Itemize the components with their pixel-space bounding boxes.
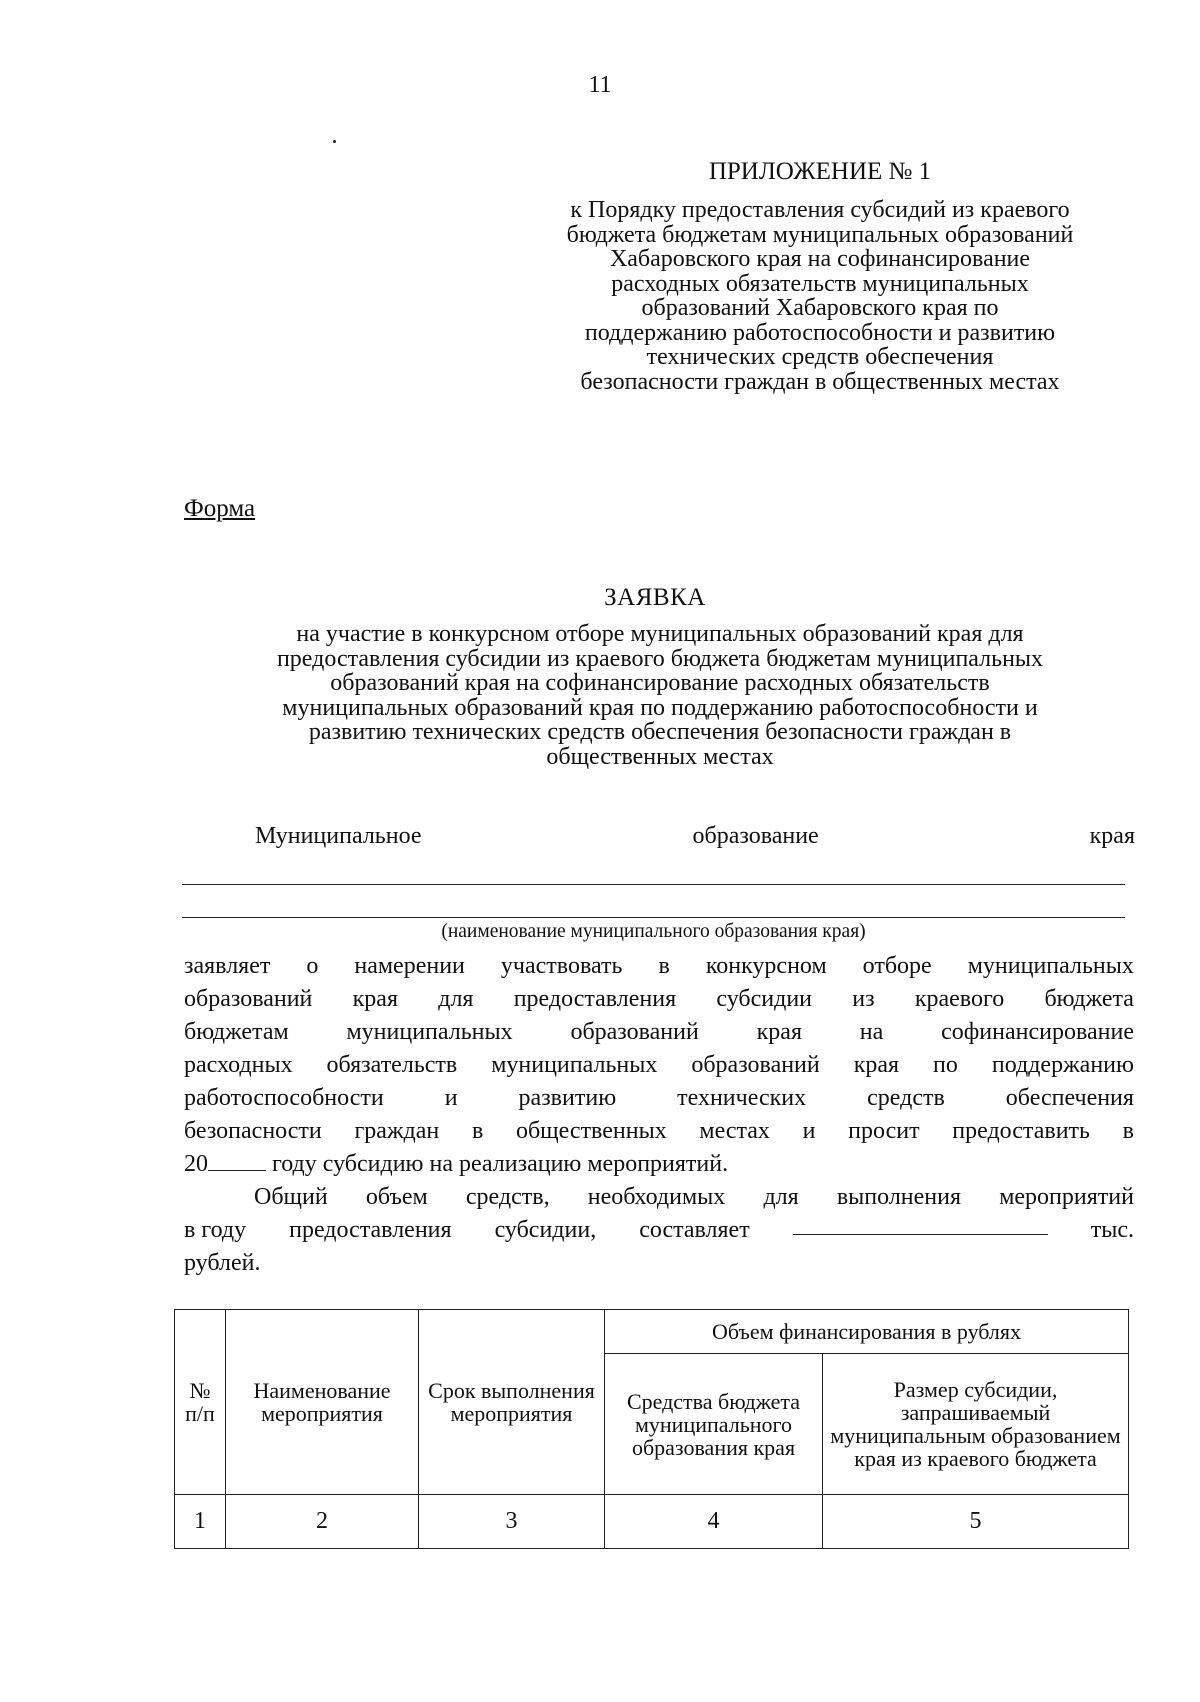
muni-word: края bbox=[1089, 823, 1135, 849]
paragraph-word: граждан bbox=[354, 1118, 440, 1144]
appendix-line: Хабаровского края на софинансирование bbox=[609, 246, 1031, 272]
paragraph-word: обязательств bbox=[326, 1052, 458, 1078]
paragraph-word: для bbox=[438, 986, 474, 1012]
appendix-title: ПРИЛОЖЕНИЕ № 1 bbox=[708, 158, 932, 185]
table-row bbox=[175, 1495, 1129, 1549]
paragraph-word: просит bbox=[848, 1118, 920, 1144]
forma-label: Форма bbox=[184, 495, 256, 522]
table-cell: 1 bbox=[175, 1495, 226, 1549]
appendix-line: технических средств обеспечения bbox=[646, 344, 994, 370]
municipality-label-row bbox=[255, 823, 1135, 850]
table-cell: 4 bbox=[605, 1495, 823, 1549]
paragraph-word: и bbox=[802, 1118, 816, 1144]
zayavka-subtitle bbox=[180, 622, 1140, 769]
paragraph-line bbox=[184, 1049, 1134, 1082]
paragraph-word: безопасности bbox=[184, 1118, 322, 1144]
zayavka-line: на участие в конкурсном отборе муниципальных образований края для bbox=[296, 621, 1024, 647]
col-header-name: Наименование мероприятия bbox=[226, 1310, 419, 1495]
request-paragraph bbox=[184, 950, 1134, 1181]
appendix-line: поддержанию работоспособности и развитию bbox=[584, 319, 1056, 346]
year-blank-field[interactable] bbox=[208, 1150, 266, 1171]
appendix-line: образований Хабаровского края по bbox=[641, 295, 999, 321]
paragraph-line bbox=[184, 1115, 1134, 1148]
p2-word: субсидии, bbox=[494, 1217, 597, 1243]
paragraph-word: образований bbox=[570, 1019, 699, 1045]
zayavka-line: образований края на софинансирование расходных обязательств bbox=[330, 670, 990, 696]
paragraph-word: предоставить bbox=[952, 1118, 1090, 1144]
paragraph-word: объем bbox=[365, 1184, 428, 1210]
paragraph-line bbox=[184, 1148, 1134, 1181]
paragraph-word: бюджетам bbox=[184, 1019, 289, 1045]
total-amount-field[interactable] bbox=[793, 1214, 1048, 1235]
paragraph-word: заявляет bbox=[184, 953, 271, 979]
appendix-line: расходных обязательств муниципальных bbox=[611, 270, 1029, 297]
paragraph-line bbox=[184, 1082, 1134, 1115]
paragraph-word: на bbox=[859, 1019, 884, 1045]
col-header-term: Срок выполнения мероприятия bbox=[419, 1310, 605, 1495]
muni-word: Муниципальное bbox=[255, 823, 422, 849]
appendix-body bbox=[500, 198, 1140, 394]
zayavka-line: муниципальных образований края по поддержанию работоспособности и bbox=[282, 694, 1038, 721]
paragraph-line bbox=[184, 1181, 1134, 1214]
paragraph-word: предоставления bbox=[513, 986, 677, 1012]
paragraph-word: о bbox=[306, 953, 319, 979]
paragraph-word: развитию bbox=[518, 1085, 617, 1111]
col-header-municipal-funds: Средства бюджета муниципального образования края bbox=[605, 1354, 823, 1495]
paragraph-word: расходных bbox=[184, 1052, 293, 1078]
table-cell: 2 bbox=[226, 1495, 419, 1549]
paragraph-word: в bbox=[471, 1118, 484, 1144]
paragraph-word: поддержанию bbox=[991, 1052, 1134, 1078]
paragraph-word: технических bbox=[677, 1085, 807, 1111]
p2-word: предоставления bbox=[289, 1217, 452, 1243]
paragraph-word: образований bbox=[184, 986, 313, 1012]
paragraph-line: рублей. bbox=[184, 1250, 261, 1276]
financing-table bbox=[174, 1309, 1129, 1549]
paragraph-word: участвовать bbox=[500, 953, 623, 979]
paragraph-word: субсидии bbox=[716, 986, 813, 1012]
paragraph-word: края bbox=[853, 1052, 900, 1078]
zayavka-line: развитию технических средств обеспечения безопасности граждан в bbox=[308, 719, 1012, 745]
paragraph-word: Общий bbox=[254, 1184, 328, 1210]
col-header-subsidy-size: Размер субсидии, запрашиваемый муниципальным образованием края из краевого бюджета bbox=[823, 1354, 1129, 1495]
zayavka-line: предоставления субсидии из краевого бюджета бюджетам муниципальных bbox=[276, 645, 1044, 672]
paragraph-word: отборе bbox=[862, 953, 932, 979]
municipality-caption: (наименование муниципального образования края) bbox=[441, 921, 866, 942]
p2-word: тыс. bbox=[1090, 1217, 1134, 1243]
paragraph-word: для bbox=[763, 1184, 799, 1210]
page-number: 11 bbox=[588, 72, 612, 98]
paragraph-word: выполнения bbox=[836, 1184, 962, 1210]
appendix-line: бюджета бюджетам муниципальных образований bbox=[566, 221, 1074, 248]
paragraph-word: работоспособности bbox=[184, 1085, 384, 1111]
appendix-line: к Порядку предоставления субсидий из краевого bbox=[570, 197, 1070, 223]
paragraph-line bbox=[184, 950, 1134, 983]
paragraph-word: софинансирование bbox=[941, 1019, 1134, 1045]
paragraph-word: местах bbox=[699, 1118, 770, 1144]
paragraph-word: средств bbox=[867, 1085, 945, 1111]
table-cell: 5 bbox=[823, 1495, 1129, 1549]
paragraph-word: муниципальных bbox=[346, 1019, 513, 1045]
municipality-name-line-1[interactable] bbox=[182, 884, 1125, 885]
paragraph-word: конкурсном bbox=[705, 953, 827, 979]
paragraph-word: обеспечения bbox=[1005, 1085, 1134, 1111]
paragraph-word: по bbox=[933, 1052, 958, 1078]
paragraph-word: в bbox=[1122, 1118, 1134, 1144]
year-suffix: году субсидию на реализацию мероприятий. bbox=[266, 1151, 729, 1177]
table-header-row bbox=[175, 1310, 1129, 1354]
paragraph-word: края bbox=[756, 1019, 802, 1045]
paragraph-word: краевого bbox=[914, 986, 1005, 1012]
paragraph-word: бюджета bbox=[1044, 986, 1134, 1012]
p2-word: составляет bbox=[639, 1217, 750, 1243]
paragraph-word: общественных bbox=[515, 1118, 667, 1144]
year-prefix: 20 bbox=[184, 1151, 208, 1177]
col-header-number: № п/п bbox=[175, 1310, 226, 1495]
paragraph-line bbox=[184, 983, 1134, 1016]
paragraph-word: образований bbox=[691, 1052, 820, 1078]
paragraph-word: муниципальных bbox=[967, 953, 1134, 979]
paragraph-line bbox=[184, 1016, 1134, 1049]
paragraph-word: намерении bbox=[354, 953, 465, 979]
paragraph-word: из bbox=[852, 986, 875, 1012]
paragraph-word: и bbox=[444, 1085, 458, 1111]
paragraph-word: муниципальных bbox=[491, 1052, 658, 1078]
zayavka-title: ЗАЯВКА bbox=[604, 584, 706, 611]
muni-word: образование bbox=[692, 823, 819, 849]
col-header-financing-group: Объем финансирования в рублях bbox=[605, 1310, 1129, 1354]
municipality-name-line-2[interactable] bbox=[182, 917, 1125, 918]
appendix-line: безопасности граждан в общественных местах bbox=[580, 368, 1060, 395]
paragraph-word: в bbox=[658, 953, 670, 979]
paragraph-word: необходимых bbox=[587, 1184, 726, 1210]
paragraph-word: края bbox=[352, 986, 398, 1012]
table-cell: 3 bbox=[419, 1495, 605, 1549]
total-paragraph bbox=[184, 1181, 1134, 1280]
scan-speck bbox=[333, 140, 336, 143]
paragraph-word: мероприятий bbox=[999, 1184, 1134, 1210]
p2-word: в году bbox=[184, 1217, 247, 1243]
paragraph-line bbox=[184, 1214, 1134, 1247]
paragraph-word: средств, bbox=[465, 1184, 550, 1210]
zayavka-line: общественных местах bbox=[546, 743, 774, 770]
